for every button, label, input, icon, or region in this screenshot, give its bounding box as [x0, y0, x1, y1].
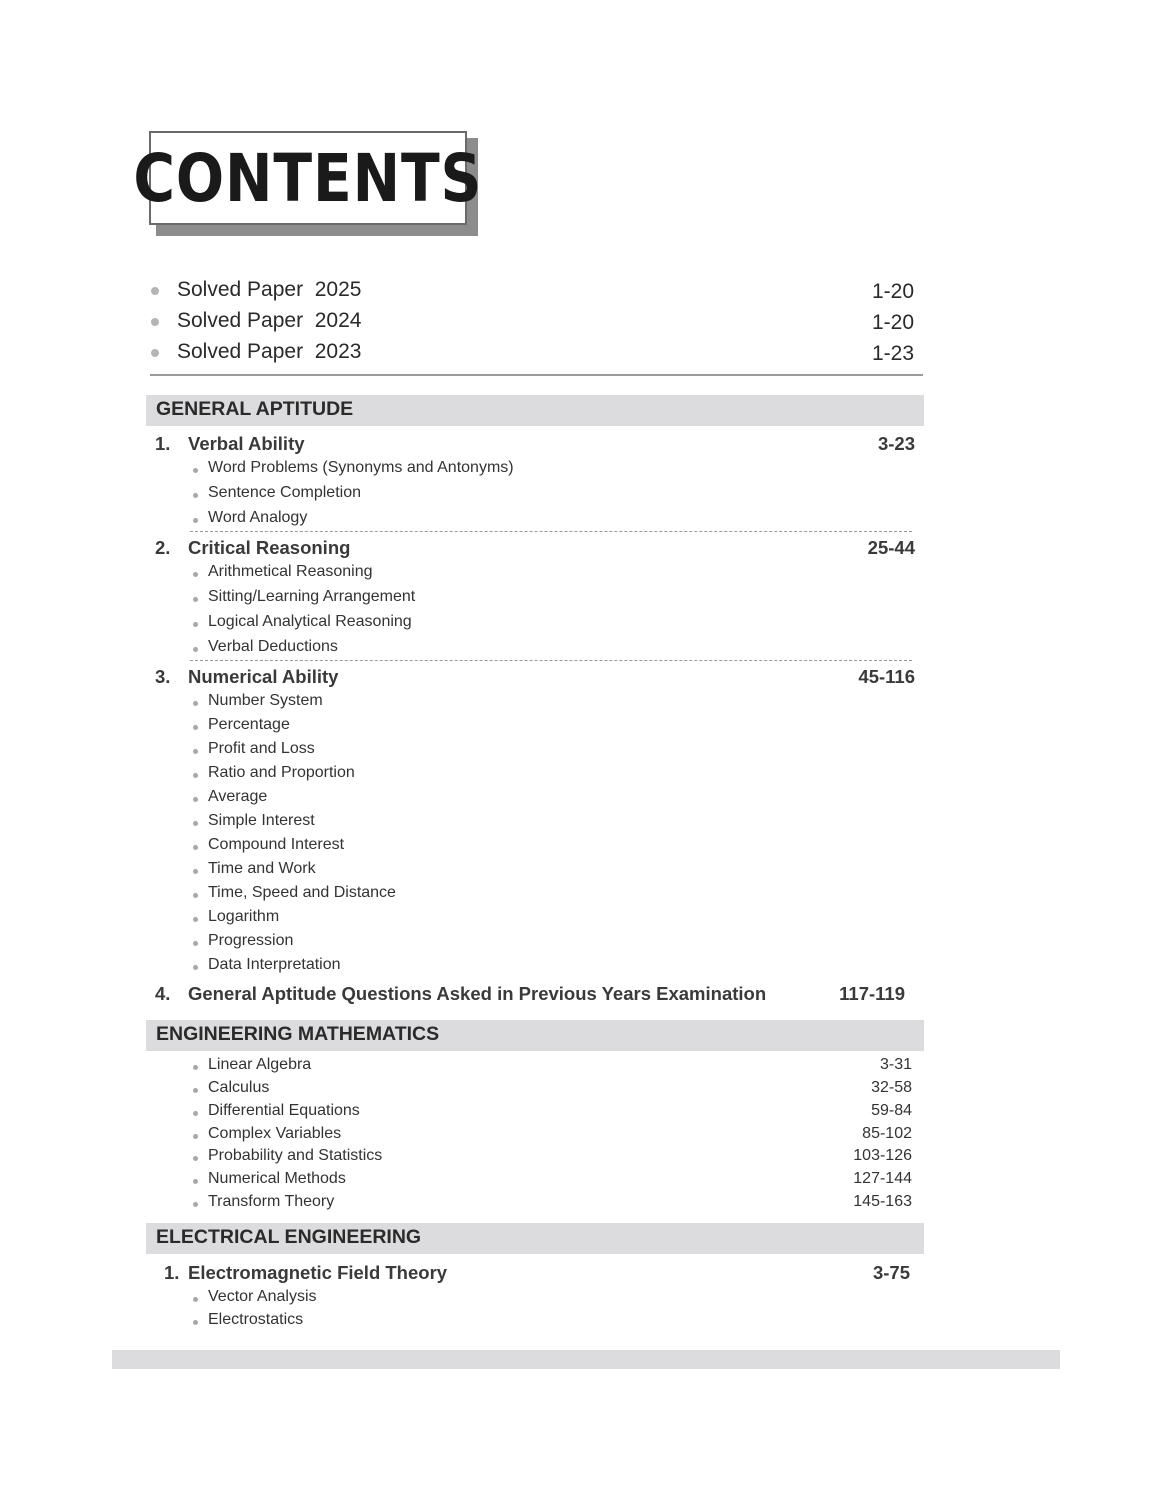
topic-label: Vector Analysis	[208, 1288, 317, 1305]
topic-item[interactable]	[190, 1195, 912, 1217]
chapter-row[interactable]	[164, 1262, 910, 1288]
bullet-icon	[193, 797, 198, 802]
topic-label: Progression	[208, 932, 294, 949]
topic-label: Compound Interest	[208, 836, 345, 853]
topic-item	[190, 886, 912, 908]
topic-pages: 85-102	[862, 1125, 912, 1142]
bullet-icon	[193, 917, 198, 922]
topic-label: Sentence Completion	[208, 484, 361, 501]
topic-label: Word Analogy	[208, 509, 308, 526]
bullet-icon	[193, 468, 198, 473]
topic-item	[190, 934, 912, 956]
bullet-icon	[193, 749, 198, 754]
bullet-icon	[193, 869, 198, 874]
bullet-icon	[193, 845, 198, 850]
solved-paper-row	[150, 340, 914, 374]
topic-item[interactable]	[190, 1081, 912, 1103]
chapter-number: 4.	[155, 983, 171, 1004]
bullet-icon	[151, 318, 159, 326]
bullet-icon	[193, 1134, 198, 1139]
topic-item	[190, 486, 912, 508]
chapter-pages: 3-75	[872, 1262, 910, 1283]
chapter-name: Verbal Ability	[188, 433, 305, 454]
topic-label: Time, Speed and Distance	[208, 884, 396, 901]
topic-label: Word Problems (Synonyms and Antonyms)	[208, 459, 514, 476]
section-header-electrical-engineering	[146, 1223, 924, 1254]
topic-label: Numerical Methods	[208, 1170, 346, 1187]
topic-pages: 127-144	[853, 1170, 912, 1187]
bullet-icon	[193, 572, 198, 577]
bullet-icon	[151, 287, 159, 295]
solved-paper-row	[150, 309, 914, 343]
bullet-icon	[193, 965, 198, 970]
topic-label: Electrostatics	[208, 1311, 304, 1328]
solved-paper-row	[150, 278, 914, 312]
topic-item[interactable]	[190, 1127, 912, 1149]
topic-label: Ratio and Proportion	[208, 764, 355, 781]
topic-item[interactable]	[190, 1172, 912, 1194]
bullet-icon	[151, 349, 159, 357]
chapter-number: 1.	[155, 433, 171, 454]
bullet-icon	[193, 1111, 198, 1116]
chapter-row[interactable]	[155, 666, 915, 692]
chapter-row[interactable]	[155, 537, 915, 563]
solved-paper-label: Solved Paper 2025	[177, 278, 362, 301]
topic-item	[190, 838, 912, 860]
bullet-icon	[193, 1202, 198, 1207]
bullet-icon	[193, 622, 198, 627]
topic-label: Verbal Deductions	[208, 638, 338, 655]
topic-item	[190, 862, 912, 884]
bullet-icon	[193, 493, 198, 498]
bullet-icon	[193, 893, 198, 898]
bullet-icon	[193, 1320, 198, 1325]
bullet-icon	[193, 518, 198, 523]
chapter-name: Electromagnetic Field Theory	[188, 1262, 448, 1283]
topic-label: Differential Equations	[208, 1102, 360, 1119]
topic-item	[190, 461, 912, 483]
chapter-row[interactable]	[155, 433, 915, 459]
section-header-engineering-mathematics	[146, 1020, 924, 1051]
topic-pages: 59-84	[871, 1102, 912, 1119]
chapter-pages: 25-44	[867, 537, 915, 558]
solved-paper-pages: 1-23	[871, 342, 914, 365]
topic-label: Linear Algebra	[208, 1056, 312, 1073]
topic-label: Logarithm	[208, 908, 280, 925]
bullet-icon	[193, 773, 198, 778]
bullet-icon	[193, 597, 198, 602]
bullet-icon	[193, 1179, 198, 1184]
dashed-divider	[190, 531, 912, 532]
topic-item	[190, 615, 912, 637]
topic-item	[190, 766, 912, 788]
chapter-name: Numerical Ability	[188, 666, 339, 687]
topic-label: Complex Variables	[208, 1125, 342, 1142]
section-header-general-aptitude	[146, 395, 924, 426]
bullet-icon	[193, 1065, 198, 1070]
topic-item	[190, 694, 912, 716]
bullet-icon	[193, 725, 198, 730]
topic-pages: 3-31	[879, 1056, 912, 1073]
topic-item	[190, 590, 912, 612]
topic-label: Probability and Statistics	[208, 1147, 383, 1164]
solved-paper-pages: 1-20	[871, 280, 914, 303]
page-title: CONTENTS	[133, 139, 483, 217]
bullet-icon	[193, 1297, 198, 1302]
solved-paper-pages: 1-20	[871, 311, 914, 334]
topic-label: Simple Interest	[208, 812, 315, 829]
topic-label: Arithmetical Reasoning	[208, 563, 373, 580]
topic-label: Average	[208, 788, 268, 805]
chapter-number: 1.	[164, 1262, 180, 1283]
topic-label: Data Interpretation	[208, 956, 341, 973]
bullet-icon	[193, 1156, 198, 1161]
topic-pages: 32-58	[871, 1079, 912, 1096]
topic-item[interactable]	[190, 1104, 912, 1126]
topic-label: Profit and Loss	[208, 740, 315, 757]
divider	[150, 374, 923, 376]
solved-paper-label: Solved Paper 2023	[177, 340, 362, 363]
bullet-icon	[193, 701, 198, 706]
chapter-name: Critical Reasoning	[188, 537, 351, 558]
topic-label: Logical Analytical Reasoning	[208, 613, 412, 630]
bullet-icon	[193, 941, 198, 946]
topic-pages: 145-163	[853, 1193, 912, 1210]
topic-item	[190, 565, 912, 587]
topic-label: Calculus	[208, 1079, 270, 1096]
topic-item[interactable]	[190, 1058, 912, 1080]
topic-label: Number System	[208, 692, 323, 709]
topic-label: Percentage	[208, 716, 290, 733]
topic-pages: 103-126	[853, 1147, 912, 1164]
topic-item	[190, 958, 912, 980]
footer-bar	[112, 1350, 1060, 1369]
bullet-icon	[193, 647, 198, 652]
topic-item	[190, 511, 912, 533]
topic-item	[190, 742, 912, 764]
section-title: ENGINEERING MATHEMATICS	[156, 1023, 440, 1045]
topic-item	[190, 1290, 912, 1312]
topic-label: Sitting/Learning Arrangement	[208, 588, 416, 605]
chapter-pages: 3-23	[877, 433, 915, 454]
chapter-number: 2.	[155, 537, 171, 558]
topic-item	[190, 814, 912, 836]
solved-paper-label: Solved Paper 2024	[177, 309, 362, 332]
chapter-name: General Aptitude Questions Asked in Previous Years Examination	[188, 983, 767, 1004]
chapter-pages: 45-116	[858, 666, 915, 687]
topic-item	[190, 718, 912, 740]
chapter-row[interactable]	[155, 983, 905, 1009]
topic-label: Transform Theory	[208, 1193, 335, 1210]
bullet-icon	[193, 821, 198, 826]
topic-item	[190, 790, 912, 812]
topic-item	[190, 910, 912, 932]
page-title-box	[133, 131, 483, 225]
section-title: GENERAL APTITUDE	[156, 398, 354, 420]
dashed-divider	[190, 660, 912, 661]
section-title: ELECTRICAL ENGINEERING	[156, 1226, 422, 1248]
chapter-number: 3.	[155, 666, 171, 687]
topic-item	[190, 640, 912, 662]
topic-item[interactable]	[190, 1149, 912, 1171]
topic-label: Time and Work	[208, 860, 316, 877]
bullet-icon	[193, 1088, 198, 1093]
topic-item	[190, 1313, 912, 1335]
chapter-pages: 117-119	[839, 983, 905, 1004]
